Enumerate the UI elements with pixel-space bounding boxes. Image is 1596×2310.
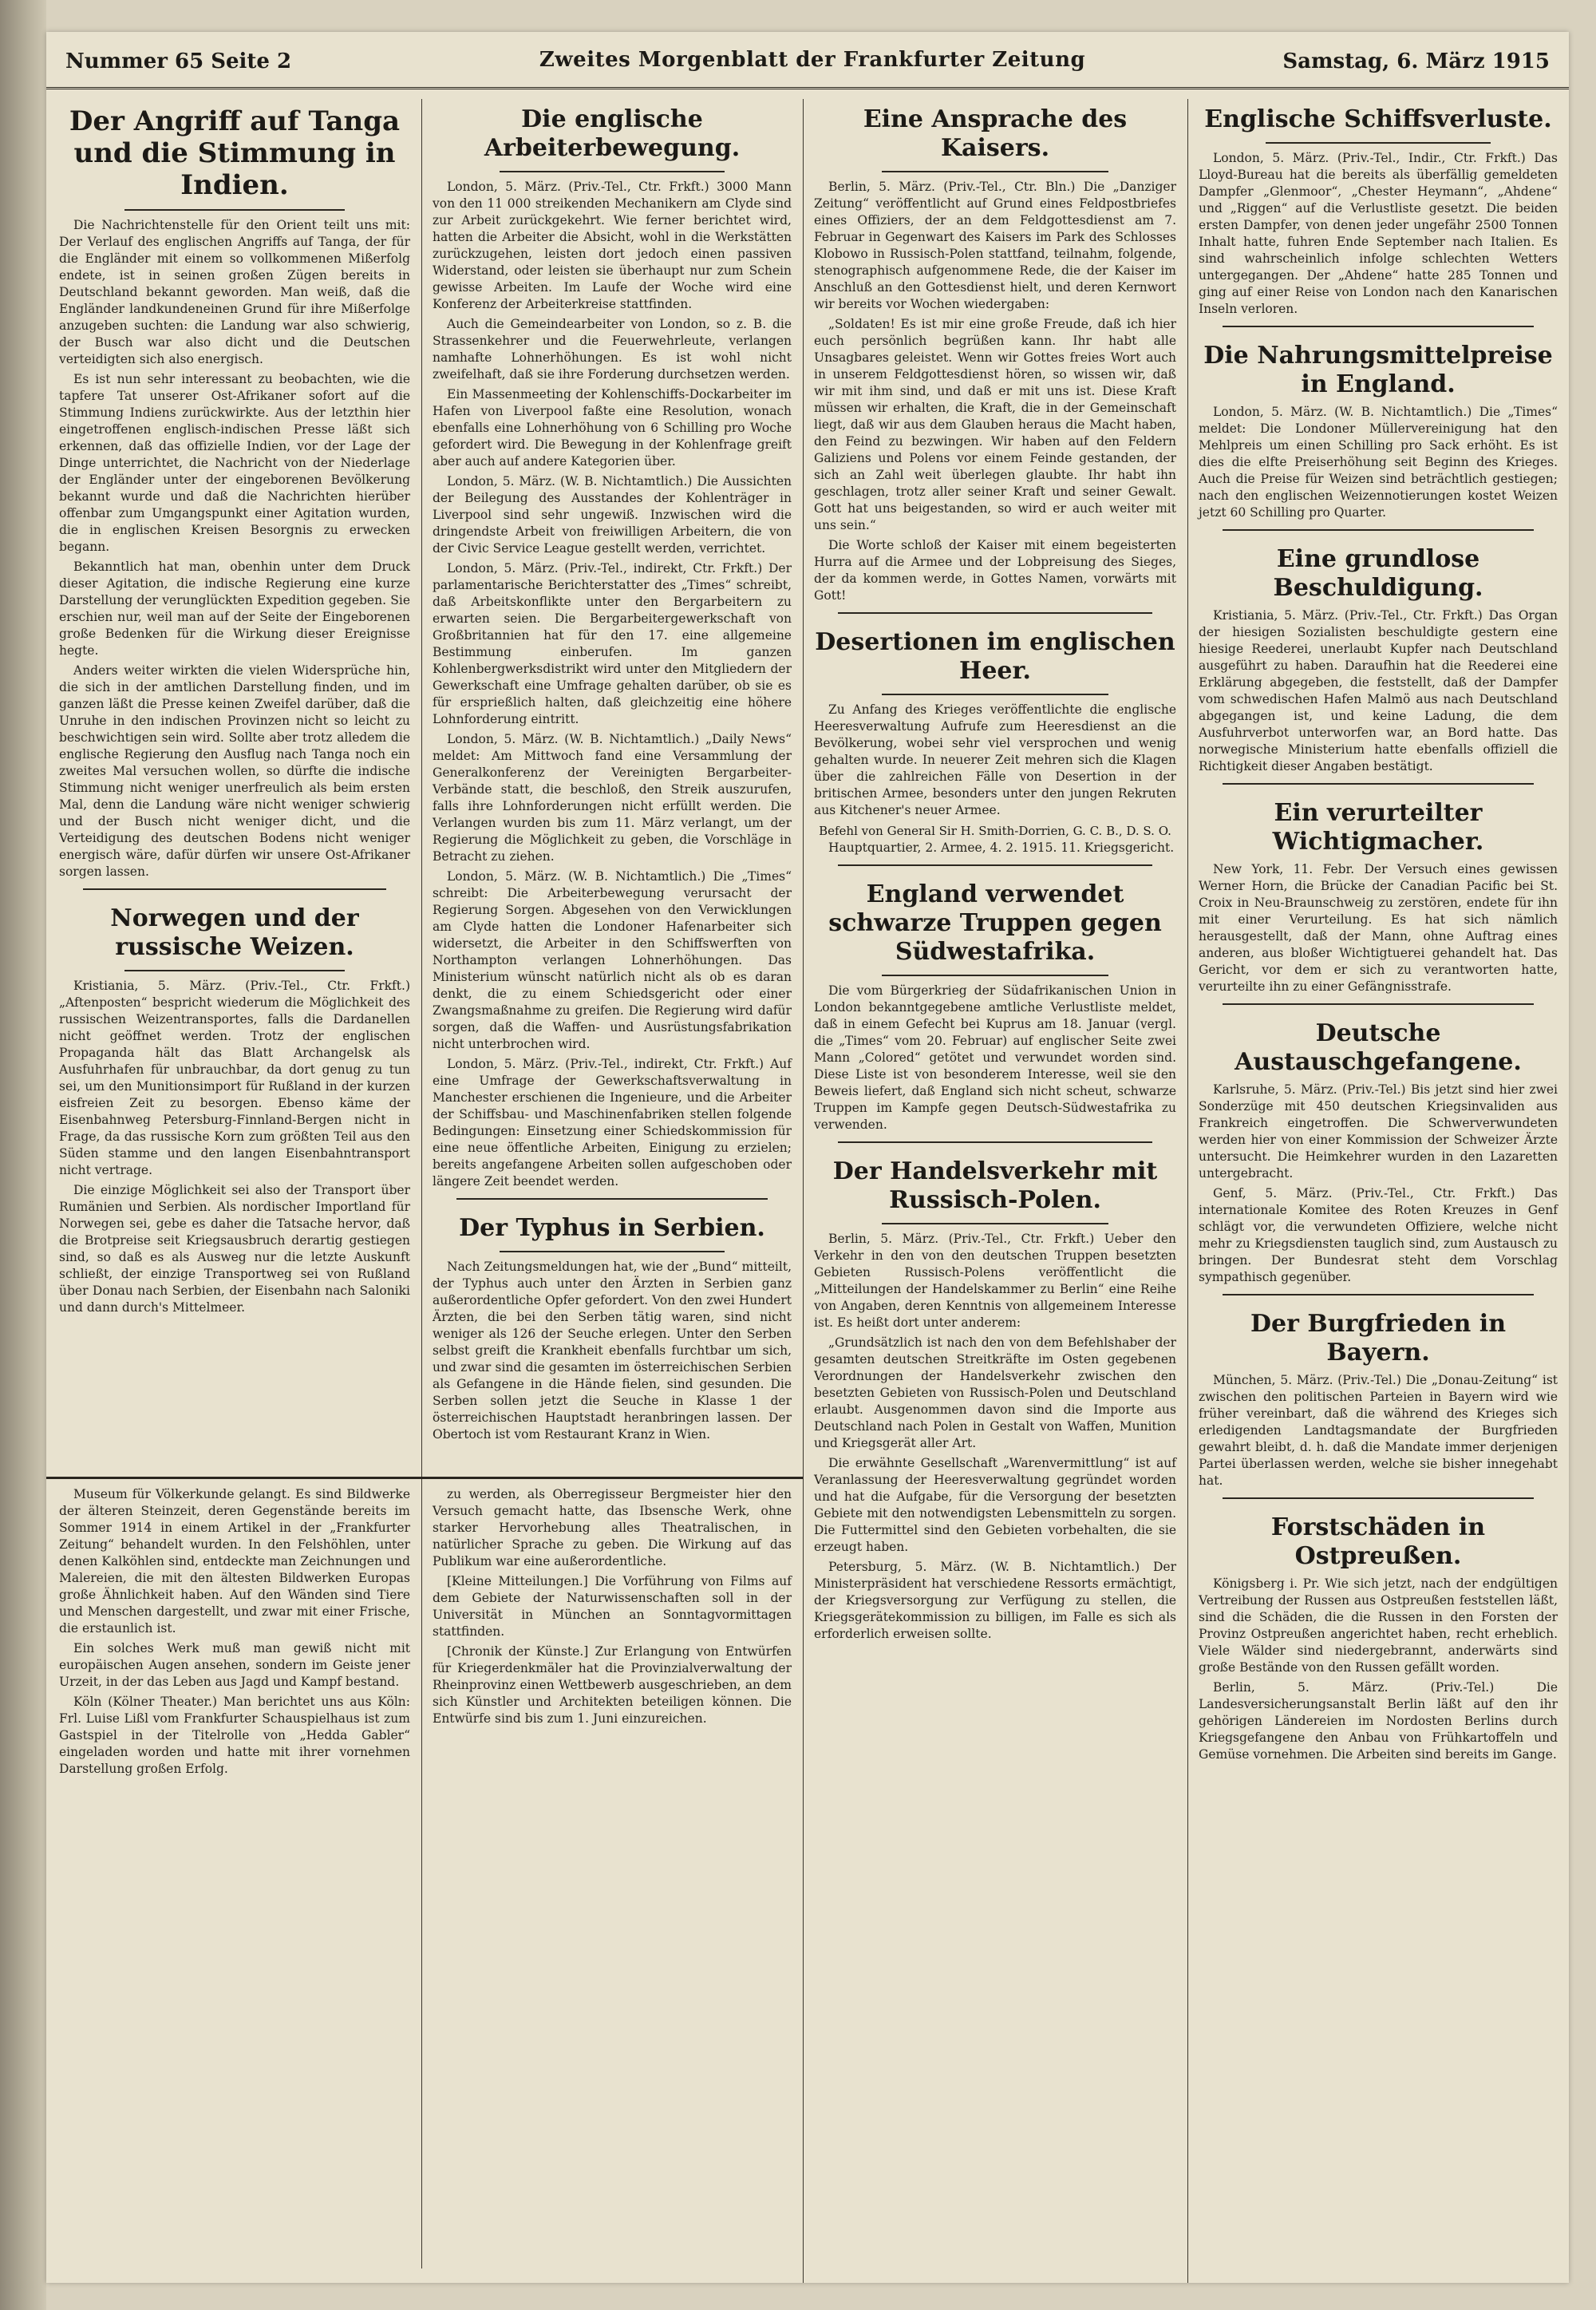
article-typhus (425, 1259, 800, 1443)
headline-africa: England verwendet schwarze Truppen gegen Südwestafrika. (828, 880, 1162, 966)
paragraph: [Chronik der Künste.] Zur Erlangung von Entwürfen für Kriegerdenkmäler hat die Provinzialverwaltung der Rheinprovinz einen Wettbewerb ausgeschrieben, an dem sich Künstler und Architekten beteiligen können. Die Entwürfe sind bis zum 1. Juni einzureichen. (433, 1644, 792, 1726)
paragraph: London, 5. März. (Priv.-Tel., indirekt, Ctr. Frkft.) Auf eine Umfrage der Gewerkschaftsverwaltung in Manchester erschienen die Ingenieure, und die Arbeiter der Schiffsbau- und Maschinenfabriken stellen folgende Bedingungen: Einsetzung einer Schiedskommission für eine neue öffentliche Arbeiten, Einigung zu erzielen; bereits angefangene Arbeiten sollen aufgeschoben oder längere Zeit beendet werden. (433, 1057, 792, 1189)
headline-typhus: Der Typhus in Serbien. (459, 1214, 765, 1242)
paragraph: Ein Massenmeeting der Kohlenschiffs-Dockarbeiter im Hafen von Liverpool faßte eine Resolution, wonach ebenfalls eine Lohnerhöhung von 6 Schilling pro Woche gefordert wird. Die Bewegung in der Kohlenfrage greift aber auch auf andere Kategorien über. (433, 387, 792, 469)
headline-rule (1266, 142, 1491, 144)
paragraph: Bekanntlich hat man, obenhin unter dem Druck dieser Agitation, die indische Regierung eine kurze Darstellung der verunglückten Expedition gegeben. Sie erschien nur, weil man auf der Seite der Eingeborenen große Bedenken für die Wirkung dieser Ereignisse hegte. (59, 560, 410, 658)
headline-rule (882, 694, 1108, 695)
section-rule (1223, 326, 1534, 327)
article-norway (51, 978, 418, 1316)
paragraph: „Grundsätzlich ist nach den von dem Befehlshaber der gesamten deutschen Streitkräfte im Osten gegebenen Verordnungen der Handelsverkehr zwischen den besetzten Gebieten von Russisch-Polen und Deutschland erlaubt. Ausgenommen davon sind die Importe aus Deutschland nach Polen in Gestalt von Waffen, Munition und Kriegsgerät aller Art. (814, 1335, 1176, 1450)
column-2 (425, 99, 800, 1504)
article-kaiser (806, 179, 1184, 604)
paragraph: London, 5. März. (W. B. Nichtamtlich.) Die Aussichten der Beilegung des Ausstandes der Kohlenträger in Liverpool sind sehr ungewiß. Inzwischen wird die dringendste Arbeit von freiwilligen Arbeitern, die von der Civic Service League gestellt werden, verrichtet. (433, 474, 792, 556)
column-4 (1191, 99, 1566, 2270)
article-desertion-cont (806, 840, 1184, 856)
paragraph: Königsberg i. Pr. Wie sich jetzt, nach der endgültigen Vertreibung der Russen aus Ostpreußen feststellen läßt, sind die Schäden, die die Russen in den Forsten der Provinz Ostpreußen angerichtet haben, recht erheblich. Viele Wälder sind niedergebrannt, anderwärts sind große Bestände von den Russen gefällt worden. (1199, 1576, 1558, 1675)
section-rule (1223, 1003, 1534, 1005)
page-number: Nummer 65 Seite 2 (65, 49, 292, 73)
paragraph: Kristiania, 5. März. (Priv.-Tel., Ctr. Frkft.) „Aftenposten“ bespricht wiederum die Möglichkeit des russischen Weizentransportes, falls die Dardanellen nicht geöffnet werden. Trotz der englischen Propaganda hält das Blatt Archangelsk als Ausfuhrhafen für unbrauchbar, da dort genug zu tun sei, um den Munitionsimport für Rußland in der kurzen eisfreien Zeit zu besorgen. Ebenso käme der Eisenbahnweg Petersburg-Finnland-Bergen nicht in Frage, da das russische Korn zum größten Teil aus den Süden stamme und den langen Eisenbahntransport nicht vertrage. (59, 979, 410, 1177)
paragraph: Genf, 5. März. (Priv.-Tel., Ctr. Frkft.) Das internationale Komitee des Roten Kreuzes in Genf schlägt vor, die verwundeten Offiziere, welche nicht mehr zu Kriegsdiensten tauglich sind, zum Austausch zu bringen. Der Bundesrat steht dem Vorschlag sympathisch gegenüber. (1199, 1186, 1558, 1284)
paragraph: London, 5. März. (W. B. Nichtamtlich.) „Daily News“ meldet: Am Mittwoch fand eine Versammlung der Generalkonferenz der Vereinigten Bergarbeiter-Verbände statt, die beschloß, den Streik auszurufen, falls ihre Lohnforderungen nicht erfüllt werden. Die Verlangen wurden bis zum 11. März verlangt, um der Regierung die Möglichkeit zu geben, die Vorschläge in Betracht zu ziehen. (433, 732, 792, 864)
paragraph: Nach Zeitungsmeldungen hat, wie der „Bund“ mitteilt, der Typhus auch unter den Ärzten in Serbien ganz außerordentliche Opfer gefordert. Von den zwei Hundert Ärzten, die bei den Serben tätig waren, sind nicht weniger als 126 der Seuche erlegen. Unter den Serben selbst greift die Krankheit ebenfalls furchtbar um sich, und zwar sind die gesamten im österreichischen Serbien als Gefangene in die Hände fielen, sind gesunden. Die Serben sollen jetzt die Seuche in Klasse 1 der österreichischen Hauptstadt heranbringen lassen. Der Obertoch ist vom Restaurant Kranz in Wien. (433, 1260, 792, 1442)
paragraph: Ein solches Werk muß man gewiß nicht mit europäischen Augen ansehen, sondern im Geiste jener Urzeit, in der das Leben aus Jagd und Kampf bestand. (59, 1641, 410, 1689)
column-rule (1187, 99, 1188, 2283)
paragraph: „Soldaten! Es ist mir eine große Freude, daß ich hier euch persönlich begrüßen kann. Ihr habt alle Unsagbares geleistet. Wenn wir Gottes freies Wort auch in unserem Feldgottesdienst hören, so wissen wir, daß wir mit ihm sind, und daß er mit uns ist. Diese Kraft müssen wir erhalten, die Kraft, die in der Gemeinschaft liegt, daß wir aus dem Glauben heraus die Macht haben, den Feind zu bezwingen. Wir haben auf den Feldern Galiziens und Polens vor einem Feinde gestanden, der sich an Zahl weit überlegen glaubte. Ihr habt ihn geschlagen, trotz aller seiner Kraft und seiner Gewalt. Gott hat uns beigestanden, so wird er auch weiter mit uns sein.“ (814, 317, 1176, 532)
article-desertion (806, 702, 1184, 819)
paragraph: Die einzige Möglichkeit sei also der Transport über Rumänien und Serbien. Als nordischer Importland für Norwegen sei, gebe es daher die Tatsache hervor, daß die Brotpreise seit Kriegsausbruch derartig gestiegen sind, so daß es als Ausweg nur die letzte Auskunft schließt, der einzige Transportweg sei von Rußland über Donau nach Serbien, der Eisenbahn nach Saloniki und dann durch's Mittelmeer. (59, 1183, 410, 1315)
headline-desertion: Desertionen im englischen Heer. (815, 628, 1175, 685)
paragraph: Die Nachrichtenstelle für den Orient teilt uns mit: Der Verlauf des englischen Angriffs auf Tanga, der für die Engländer mit einem so vollkommenen Mißerfolg endete, ist in seinen großen Zügen bereits in Deutschland bekannt geworden. Man weiß, daß die Engländer landkundeneinen Grund für ihre Mißerfolge anzugeben suchten: die Landung war also schwierig, der Busch war also dicht und die Deutschen verteidigten sich also energisch. (59, 218, 410, 366)
article-accusation (1191, 607, 1566, 775)
section-rule (838, 864, 1152, 866)
feuilleton-column-2 (425, 1486, 800, 2268)
feuilleton-rule (46, 1477, 803, 1479)
headline-kaiser: Eine Ansprache des Kaisers. (863, 105, 1128, 162)
paragraph: [Kleine Mitteilungen.] Die Vorführung von Films auf dem Gebiete der Naturwissenschaften soll in der Universität in München an Sonntagvormittagen stattfinden. (433, 1574, 792, 1639)
section-rule (1223, 1497, 1534, 1499)
issue-date: Samstag, 6. März 1915 (1282, 49, 1550, 73)
column-rule (803, 99, 804, 2283)
column-rule (421, 99, 422, 1520)
headline-bavaria: Der Burgfrieden in Bayern. (1250, 1310, 1507, 1367)
article-tanga (51, 217, 418, 880)
article-food (1191, 404, 1566, 521)
paragraph: Karlsruhe, 5. März. (Priv.-Tel.) Bis jetzt sind hier zwei Sonderzüge mit 450 deutschen Kriegsinvaliden aus Frankreich eingetroffen. Die Schwerverwundeten werden hier von einer Kommission der Schweizer Ärzte untersucht. Die Heimkehrer wurden in den Lazaretten untergebracht. (1199, 1082, 1558, 1181)
paragraph: Museum für Völkerkunde gelangt. Es sind Bildwerke der älteren Steinzeit, deren Gegenstände bereits im Sommer 1914 in einem Artikel in der „Frankfurter Zeitung“ behandelt wurden. In den Felshöhlen, unter denen Kalköhlen sind, entdeckte man Zeichnungen und Malereien, die mit den ältesten Bildwerken Europas große Ähnlichkeit haben. Auf den Wänden sind Tiere und Menschen dargestellt, und zwar mit einer Frische, die erstaunlich ist. (59, 1487, 410, 1636)
column-rule (421, 1486, 422, 2268)
article-labour (425, 179, 800, 1190)
section-rule (83, 888, 386, 890)
section-rule (456, 1198, 768, 1200)
paragraph: Berlin, 5. März. (Priv.-Tel.) Die Landesversicherungsanstalt Berlin läßt auf den ihr gehörigen Ländereien im Nordosten Berlins durch Kriegsgefangene den Anbau von Frühkartoffeln und Gemüse vornehmen. Die Arbeiten sind bereits im Gange. (1199, 1680, 1558, 1762)
headline-rule (882, 171, 1108, 172)
paragraph: Köln (Kölner Theater.) Man berichtet uns aus Köln: Frl. Luise Lißl vom Frankfurter Schauspielhaus ist zum Gastspiel in der Titelrolle von „Hedda Gabler“ eingeladen worden und hatte mit ihrer vornehmen Darstellung großen Erfolg. (59, 1695, 410, 1776)
section-rule (838, 612, 1152, 614)
paragraph: London, 5. März. (Priv.-Tel., indirekt, Ctr. Frkft.) Der parlamentarische Berichterstatter des „Times“ schreibt, daß Arbeitskonflikte unter den Bergarbeitern zu erwarten seien. Die Bergarbeitergewerkschaft von Großbritannien hat für den 17. eine allgemeine Bestimmung einberufen. Im ganzen Kohlenbergwerksdistrikt wird unter den Mitgliedern der Gewerkschaft eine Umfrage gehalten darüber, ob sie es für ersprießlich halten, daß gleichzeitig eine höhere Lohnforderung eintritt. (433, 561, 792, 726)
paragraph: London, 5. März. (W. B. Nichtamtlich.) Die „Times“ schreibt: Die Arbeiterbewegung verursacht der Regierung Sorgen. Abgesehen von den Verwicklungen am Clyde hatten die Londoner Hafenarbeiter sich widersetzt, die Arbeiter in den Schiffswerften von Northampton verlangen Lohnerhöhungen. Das Ministerium wünscht natürlich nicht als ob es daran denkt, die zu einem Schiedsgericht oder einer Zwangsmaßnahme zu greifen. Die Regierung wird dafür sorgen, daß die Waffen- und Ausrüstungsfabrikation nicht unterbrochen wird. (433, 869, 792, 1051)
paragraph: London, 5. März. (Priv.-Tel., Indir., Ctr. Frkft.) Das Lloyd-Bureau hat die bereits als überfällig gemeldeten Dampfer „Glenmoor“, „Chester Heymann“, „Ahdene“ und „Riggen“ auf die Verlustliste gesetzt. Die beiden ersten Dampfer, von denen jeder ungefähr 2500 Tonnen Inhalt hatte, fuhren Ende September nach Italien. Es sind wahrscheinlich infolge schlechten Wetters untergegangen. Der „Ahdene“ hatte 285 Tonnen und ging auf einer Reise von London nach den Kanarischen Inseln verloren. (1199, 151, 1558, 316)
headline-tanga: Der Angriff auf Tanga und die Stimmung in Indien. (69, 105, 401, 201)
paragraph: Zu Anfang des Krieges veröffentlichte die englische Heeresverwaltung Aufrufe zum Heeresdienst an die Bevölkerung, wobei sehr viel versprochen und wenig gehalten wurde. In neuerer Zeit mehren sich die Klagen über die zahlreichen Fälle von Desertion in der britischen Armee, besonders unter den jungen Rekruten aus Kitchener's neuer Armee. (814, 702, 1176, 817)
headline-rule (882, 1223, 1108, 1224)
paragraph: New York, 11. Febr. Der Versuch eines gewissen Werner Horn, die Brücke der Canadian Pacific bei St. Croix in Neu-Braunschweig zu zerstören, endete für ihn mit einer Verurteilung. Es hat sich nämlich herausgestellt, daß der Mann, ohne Auftrag eines anderen, aus bloßer Wichtigtuerei gehandelt hat. Das Gericht, vor dem er sich zu verantworten hatte, verurteilte ihn zu einer Gefängnisstrafe. (1199, 862, 1558, 994)
paragraph: Hauptquartier, 2. Armee, 4. 2. 1915. 11. Kriegsgericht. (828, 841, 1175, 855)
article-trade (806, 1231, 1184, 1643)
headline-trade: Der Handelsverkehr mit Russisch-Polen. (832, 1157, 1158, 1214)
paragraph: London, 5. März. (Priv.-Tel., Ctr. Frkft.) 3000 Mann von den 11 000 streikenden Mechanikern am Clyde sind zur Arbeit zurückgekehrt. Wie ferner berichtet wird, hatten die Arbeiter die Absicht, wohl in die Werkstätten zurückzugehen, leisten dort jedoch einen passiven Widerstand, oder leisten sie überhaupt nur zum Schein gewisse Arbeiten. Im Laufe der Woche wird eine Konferenz der Arbeiterkreise stattfinden. (433, 180, 792, 311)
paragraph: Die erwähnte Gesellschaft „Warenvermittlung“ ist auf Veranlassung der Heeresverwaltung gegründet worden und hat die Aufgabe, für die Versorgung der besetzten Gebiete mit den notwendigsten Lebensmitteln zu sorgen. Die Futtermittel sind den Gebieten vorbehalten, die sie erzeugt haben. (814, 1456, 1176, 1554)
article-bavaria (1191, 1372, 1566, 1489)
masthead (46, 32, 1569, 89)
book-binding (0, 0, 46, 2310)
section-rule (838, 1141, 1152, 1143)
paragraph: Es ist nun sehr interessant zu beobachten, wie die tapfere Tat unserer Ost-Afrikaner sofort auf die Stimmung Indiens zurückwirkte. Aus der letzthin hier eingetroffenen englisch-indischen Presse läßt sich erkennen, daß das offizielle Indien, vor der Lage der Dinge unterrichtet, die Nachricht von der Niederlage der Engländer unter der eingeborenen Bevölkerung bekannt wurde und daß die Nachrichten hierüber offenbar zum Umgangspunkt einer Agitation wurden, die in englischen Kreisen Besorgnis zu erwecken begann. (59, 372, 410, 554)
section-rule (1223, 783, 1534, 785)
headline-rule (500, 1251, 725, 1252)
section-rule (1223, 1294, 1534, 1295)
paragraph: Petersburg, 5. März. (W. B. Nichtamtlich.) Der Ministerpräsident hat verschiedene Ressorts ermächtigt, der Kriegsversorgung zur Verfügung zu stellen, die Kriegsgerätekommission zu billigen, im Falle es sich als erforderlich erweisen sollte. (814, 1560, 1176, 1641)
headline-rule (124, 970, 345, 971)
headline-prisoners: Deutsche Austauschgefangene. (1235, 1019, 1522, 1076)
section-rule (1223, 529, 1534, 531)
paragraph: Kristiania, 5. März. (Priv.-Tel., Ctr. Frkft.) Das Organ der hiesigen Sozialisten beschuldigte gestern eine hiesige Reederei, unerlaubt Kupfer nach Deutschland ausgeführt zu haben. Daraufhin hat die Reederei eine Erklärung abgegeben, die feststellt, daß der Dampfer vom schwedischen Hafen Malmö aus nach Deutschland abgegangen ist, und keine Ladung, die dem Ausfuhrverbot unterworfen war, an Bord hatte. Das norwegische Ministerium hatte ebenfalls offiziell die Richtigkeit dieser Angaben bestätigt. (1199, 608, 1558, 773)
article-prisoners (1191, 1082, 1566, 1286)
headline-food: Die Nahrungsmittelpreise in England. (1203, 342, 1553, 398)
headline-rule (500, 171, 725, 172)
newspaper-title: Zweites Morgenblatt der Frankfurter Zeitung (539, 48, 1086, 72)
headline-wichtigmacher: Ein verurteilter Wichtigmacher. (1272, 799, 1484, 856)
article-africa (806, 983, 1184, 1133)
headline-ships: Englische Schiffsverluste. (1204, 105, 1552, 133)
headline-forest: Forstschäden in Ostpreußen. (1270, 1513, 1486, 1570)
headline-accusation: Eine grundlose Beschuldigung. (1273, 545, 1483, 602)
paragraph: Die vom Bürgerkrieg der Südafrikanischen Union in London bekanntgegebene amtliche Verlustliste meldet, daß in einem Gefecht bei Kuprus am 18. Januar (vergl. die „Times“ vom 20. Februar) auf englischer Seite zwei Mann „Colored“ getötet und verwundet worden sind. Diese Liste ist von besonderem Interesse, weil sie den Beweis liefert, daß England sich nicht scheut, schwarze Truppen im Kampfe gegen Deutsch-Südwestafrika zu verwenden. (814, 983, 1176, 1132)
order-byline: Befehl von General Sir H. Smith-Dorrien, G. C. B., D. S. O. (819, 824, 1171, 838)
paragraph: Berlin, 5. März. (Priv.-Tel., Ctr. Bln.) Die „Danziger Zeitung“ veröffentlicht auf Grund eines Feldpostbriefes eines Offiziers, der an dem Feldgottesdienst am 7. Februar in Gegenwart des Kaisers im Park des Schlosses Klobowo in Russisch-Polen stattfand, teilnahm, folgende, stenographisch aufgenommene Rede, die der Kaiser im Anschluß an den Gottesdienst hielt, und deren Kernwort wir bereits vor Wochen wiedergaben: (814, 180, 1176, 311)
paragraph: Die Worte schloß der Kaiser mit einem begeisterten Hurra auf die Armee und der Lobpreisung des Sieges, der da kommen werde, in Gottes Namen, vorwärts mit Gott! (814, 538, 1176, 603)
paragraph: London, 5. März. (W. B. Nichtamtlich.) Die „Times“ meldet: Die Londoner Müllervereinigung hat den Mehlpreis um einen Schilling pro Sack erhöht. Es ist dies die elfte Preiserhöhung seit Beginn des Krieges. Auch die Preise für Weizen sind beträchtlich gestiegen; nach den englischen Weizennotierungen kostet Weizen jetzt 60 Schilling pro Quarter. (1199, 405, 1558, 520)
paragraph: Auch die Gemeindearbeiter von London, so z. B. die Strassenkehrer und die Feuerwehrleute, verlangen namhafte Lohnerhöhungen. Es ist wohl nicht zweifelhaft, daß sie ihre Forderung durchsetzen werden. (433, 317, 792, 382)
newspaper-page (46, 32, 1569, 2283)
headline-rule (124, 209, 345, 211)
paragraph: Berlin, 5. März. (Priv.-Tel., Ctr. Frkft.) Ueber den Verkehr in den von den deutschen Truppen besetzten Gebieten Russisch-Polens veröffentlicht die „Mitteilungen der Handelskammer zu Berlin“ eine Reihe von Angaben, deren Kenntnis von allgemeinem Interesse ist. Es heißt dort unter anderem: (814, 1232, 1176, 1330)
column-1 (51, 99, 418, 1504)
paragraph: zu werden, als Oberregisseur Bergmeister hier den Versuch gemacht hatte, das Ibsensche Werk, ohne starker Hervorhebung alles Theatralischen, in natürlicher Sprache zu geben. Die Wirkung auf das Publikum war eine außerordentliche. (433, 1487, 792, 1568)
article-ships (1191, 150, 1566, 318)
feuilleton-column-1 (51, 1486, 418, 2268)
headline-labour: Die englische Arbeiterbewegung. (484, 105, 741, 162)
article-forest (1191, 1576, 1566, 1763)
paragraph: Anders weiter wirkten die vielen Widersprüche hin, die sich in der amtlichen Darstellung finden, und im ganzen läßt die Presse keinen Zweifel darüber, daß die Unruhe in den indischen Provinzen nicht so leicht zu beschwichtigen sein wird. Sollte aber trotz alledem die englische Regierung den Ausflug nach Tanga noch ein zweites Mal versuchen wollen, so dürfte die indische Stimmung nicht weniger unerfreulich als beim ersten Mal, denn die Landung wäre nicht weniger schwierig und der Busch nicht weniger dicht, und die Verteidigung des deutschen Bodens nicht weniger energisch wäre, dafür dürfen wir unsere Ost-Afrikaner sorgen lassen. (59, 663, 410, 879)
article-wichtigmacher (1191, 861, 1566, 995)
headline-norway: Norwegen und der russische Weizen. (110, 904, 359, 961)
column-3 (806, 99, 1184, 2270)
headline-rule (882, 975, 1108, 976)
feuilleton-text (425, 1486, 800, 1727)
feuilleton-text (51, 1486, 418, 1778)
paragraph: München, 5. März. (Priv.-Tel.) Die „Donau-Zeitung“ ist zwischen den politischen Parteien in Bayern wird wie früher vereinbart, daß die während des Krieges sich erledigenden Landtagsmandate der Burgfrieden gewahrt bleibt, d. h. daß die Mandate immer derjenigen Partei überlassen werden, welche sie bisher innegehabt hat. (1199, 1373, 1558, 1488)
